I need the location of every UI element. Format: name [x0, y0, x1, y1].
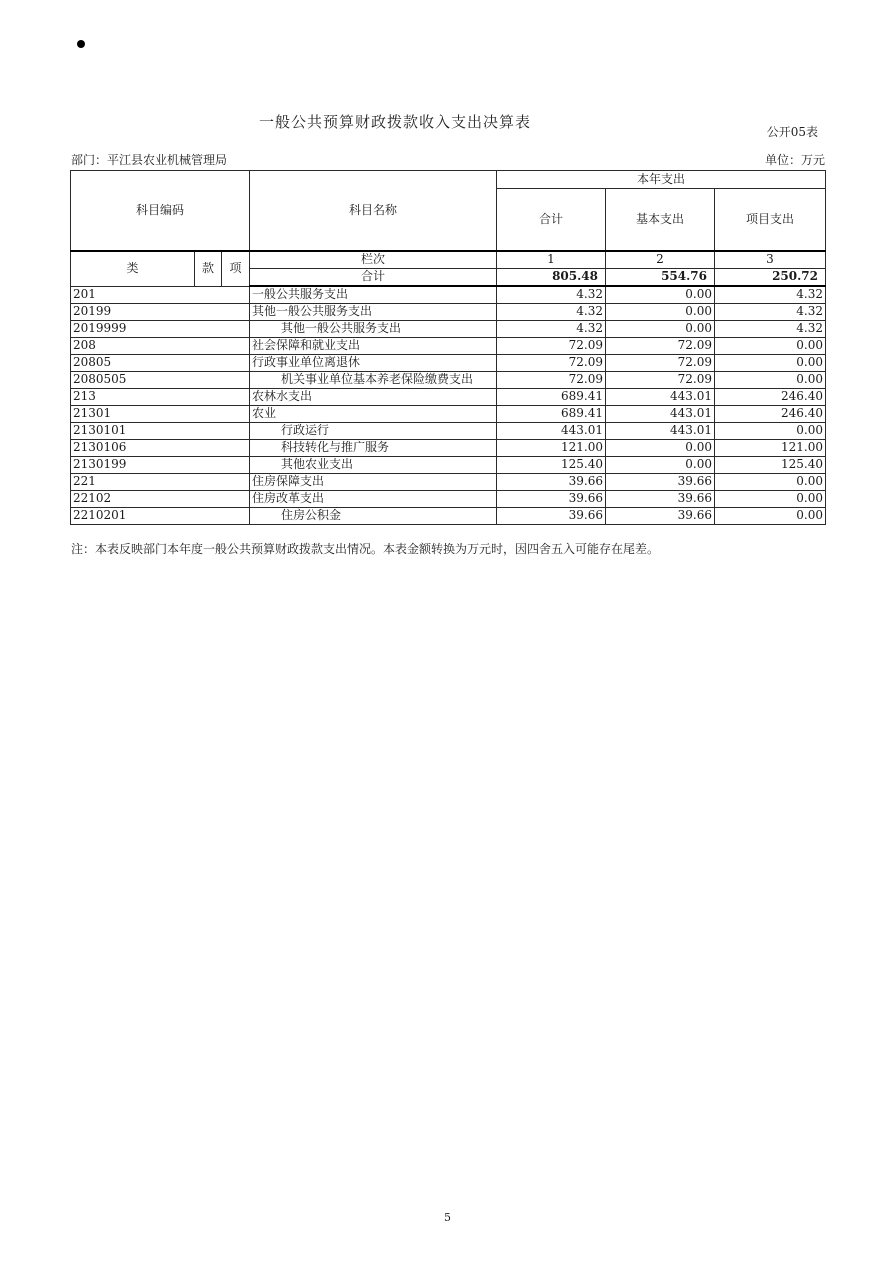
table-row: [71, 389, 826, 406]
row-name: 农业: [250, 406, 497, 423]
row-code: 201: [71, 286, 250, 304]
header-row-index: [71, 251, 826, 269]
header-col-2: 2: [606, 251, 715, 269]
row-basic: 0.00: [606, 286, 715, 304]
row-basic: 72.09: [606, 372, 715, 389]
row-code: 2019999: [71, 321, 250, 338]
table-row: [71, 338, 826, 355]
row-code: 2210201: [71, 508, 250, 525]
table-row: [71, 440, 826, 457]
row-project: 4.32: [715, 304, 826, 321]
row-total: 39.66: [497, 491, 606, 508]
page-title: 一般公共预算财政拨款收入支出决算表: [258, 113, 531, 131]
grand-total-label: 合计: [250, 269, 497, 287]
row-code: 2130101: [71, 423, 250, 440]
row-name: 住房改革支出: [250, 491, 497, 508]
row-name: 其他农业支出: [250, 457, 497, 474]
row-name: 机关事业单位基本养老保险缴费支出: [250, 372, 497, 389]
row-total: 443.01: [497, 423, 606, 440]
row-project: 4.32: [715, 321, 826, 338]
row-project: 121.00: [715, 440, 826, 457]
meta-line: [71, 151, 825, 168]
row-name: 其他一般公共服务支出: [250, 321, 497, 338]
row-basic: 0.00: [606, 304, 715, 321]
row-project: 0.00: [715, 491, 826, 508]
grand-total-basic: 554.76: [606, 269, 715, 287]
row-total: 4.32: [497, 304, 606, 321]
row-basic: 0.00: [606, 457, 715, 474]
row-name: 一般公共服务支出: [250, 286, 497, 304]
table-row: [71, 474, 826, 491]
row-code: 2080505: [71, 372, 250, 389]
row-project: 0.00: [715, 355, 826, 372]
row-project: 125.40: [715, 457, 826, 474]
header-current-year-expenditure: 本年支出: [497, 171, 826, 189]
row-total: 4.32: [497, 286, 606, 304]
row-name: 住房公积金: [250, 508, 497, 525]
table-row: [71, 491, 826, 508]
row-name: 住房保障支出: [250, 474, 497, 491]
row-total: 39.66: [497, 474, 606, 491]
row-total: 72.09: [497, 372, 606, 389]
header-row-group: [71, 171, 826, 189]
row-name: 社会保障和就业支出: [250, 338, 497, 355]
row-code: 2130199: [71, 457, 250, 474]
row-name: 其他一般公共服务支出: [250, 304, 497, 321]
row-total: 72.09: [497, 355, 606, 372]
row-project: 0.00: [715, 423, 826, 440]
grand-total-project: 250.72: [715, 269, 826, 287]
row-code: 208: [71, 338, 250, 355]
bullet-marker: [77, 40, 85, 48]
table-row: [71, 406, 826, 423]
header-column-index-label: 栏次: [250, 251, 497, 269]
header-total: 合计: [497, 189, 606, 252]
row-project: 4.32: [715, 286, 826, 304]
row-basic: 443.01: [606, 406, 715, 423]
header-basic-expenditure: 基本支出: [606, 189, 715, 252]
row-code: 22102: [71, 491, 250, 508]
row-basic: 443.01: [606, 389, 715, 406]
footnote: 注：本表反映部门本年度一般公共预算财政拨款支出情况。本表金额转换为万元时，因四舍五入可能存在尾差。: [71, 542, 660, 556]
unit-label: 单位：万元: [764, 153, 825, 167]
row-project: 0.00: [715, 508, 826, 525]
header-subject-name: 科目名称: [250, 171, 497, 252]
budget-table: [70, 170, 826, 525]
row-basic: 443.01: [606, 423, 715, 440]
header-col-3: 3: [715, 251, 826, 269]
row-basic: 72.09: [606, 338, 715, 355]
table-body: [71, 286, 826, 525]
table-row: [71, 423, 826, 440]
department-label: 部门：平江县农业机械管理局: [71, 153, 228, 167]
row-total: 689.41: [497, 389, 606, 406]
header-item: 项: [222, 251, 250, 286]
row-total: 72.09: [497, 338, 606, 355]
table-row: [71, 304, 826, 321]
row-code: 20199: [71, 304, 250, 321]
row-name: 科技转化与推广服务: [250, 440, 497, 457]
form-number-label: 公开05表: [766, 125, 818, 139]
grand-total-value: 805.48: [497, 269, 606, 287]
row-project: 246.40: [715, 389, 826, 406]
row-name: 行政事业单位离退休: [250, 355, 497, 372]
page-number: 5: [444, 1211, 451, 1224]
row-name: 农林水支出: [250, 389, 497, 406]
row-basic: 39.66: [606, 508, 715, 525]
row-basic: 72.09: [606, 355, 715, 372]
table-row: [71, 372, 826, 389]
row-basic: 0.00: [606, 321, 715, 338]
table-row: [71, 321, 826, 338]
row-code: 221: [71, 474, 250, 491]
table-row: [71, 457, 826, 474]
row-code: 20805: [71, 355, 250, 372]
header-col-1: 1: [497, 251, 606, 269]
row-total: 125.40: [497, 457, 606, 474]
header-project-expenditure: 项目支出: [715, 189, 826, 252]
row-project: 0.00: [715, 474, 826, 491]
row-basic: 39.66: [606, 491, 715, 508]
row-project: 246.40: [715, 406, 826, 423]
table-row: [71, 286, 826, 304]
row-project: 0.00: [715, 338, 826, 355]
header-section: 款: [195, 251, 222, 286]
row-code: 21301: [71, 406, 250, 423]
table-row: [71, 508, 826, 525]
row-code: 2130106: [71, 440, 250, 457]
row-project: 0.00: [715, 372, 826, 389]
header-category: 类: [71, 251, 195, 286]
header-subject-code: 科目编码: [71, 171, 250, 252]
row-total: 39.66: [497, 508, 606, 525]
row-total: 121.00: [497, 440, 606, 457]
table-row: [71, 355, 826, 372]
row-basic: 0.00: [606, 440, 715, 457]
row-code: 213: [71, 389, 250, 406]
row-name: 行政运行: [250, 423, 497, 440]
row-basic: 39.66: [606, 474, 715, 491]
row-total: 4.32: [497, 321, 606, 338]
row-total: 689.41: [497, 406, 606, 423]
